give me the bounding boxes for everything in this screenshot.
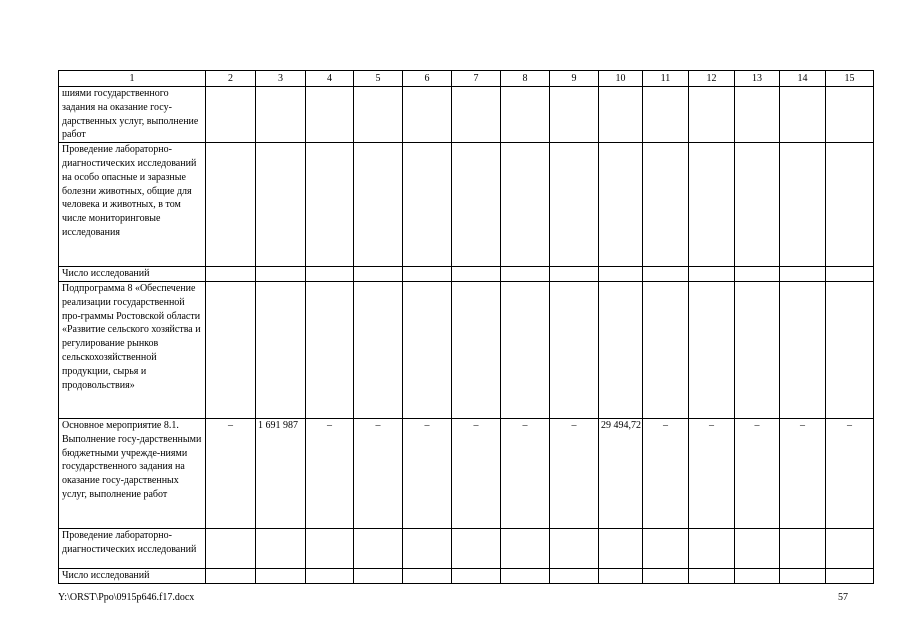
table-row (59, 418, 874, 528)
cell-col-7 (452, 87, 501, 143)
cell-col-2: – (206, 418, 256, 528)
cell-col-6 (403, 87, 452, 143)
cell-col-2 (206, 568, 256, 583)
column-header-11: 11 (643, 71, 689, 87)
cell-col-15 (826, 281, 874, 418)
cell-col-8 (501, 281, 550, 418)
cell-col-3 (256, 281, 306, 418)
cell-col-11 (643, 87, 689, 143)
cell-col-12 (689, 568, 735, 583)
cell-col-13 (735, 87, 780, 143)
cell-col-5 (354, 568, 403, 583)
cell-col-6 (403, 568, 452, 583)
cell-col-5 (354, 281, 403, 418)
table-body (59, 71, 874, 584)
table-row (59, 87, 874, 143)
cell-col-9 (550, 143, 599, 267)
cell-col-4 (306, 568, 354, 583)
cell-col-13 (735, 281, 780, 418)
cell-col-3 (256, 528, 306, 568)
cell-col-9 (550, 568, 599, 583)
cell-col-12 (689, 87, 735, 143)
cell-col-14 (780, 267, 826, 282)
cell-col-6 (403, 281, 452, 418)
cell-col-8 (501, 87, 550, 143)
cell-col-4 (306, 143, 354, 267)
cell-col-13 (735, 143, 780, 267)
row-label: Число исследований (59, 267, 206, 282)
cell-col-2 (206, 87, 256, 143)
column-header-13: 13 (735, 71, 780, 87)
cell-col-15 (826, 568, 874, 583)
column-header-8: 8 (501, 71, 550, 87)
row-label: Проведение лабораторно-диагностических исследований (59, 528, 206, 568)
cell-col-12 (689, 143, 735, 267)
cell-col-8 (501, 267, 550, 282)
column-header-7: 7 (452, 71, 501, 87)
cell-col-15 (826, 267, 874, 282)
cell-col-13 (735, 267, 780, 282)
cell-col-13: – (735, 418, 780, 528)
cell-col-11 (643, 281, 689, 418)
table-row (59, 281, 874, 418)
cell-col-13 (735, 568, 780, 583)
cell-col-8: – (501, 418, 550, 528)
cell-col-4 (306, 281, 354, 418)
cell-col-11 (643, 528, 689, 568)
column-header-14: 14 (780, 71, 826, 87)
column-header-3: 3 (256, 71, 306, 87)
cell-col-7 (452, 568, 501, 583)
row-label: Подпрограмма 8 «Обеспечение реализации государственной про-граммы Ростовской области «Развитие сельского хозяйства и регулирование рынков сельскохозяйственной продукции, сырья и продовольствия» (59, 281, 206, 418)
cell-col-12 (689, 528, 735, 568)
cell-col-3 (256, 143, 306, 267)
cell-col-10 (599, 568, 643, 583)
cell-col-10 (599, 87, 643, 143)
cell-col-4 (306, 528, 354, 568)
row-label: Основное мероприятие 8.1. Выполнение госу-дарственными бюджетными учрежде-ниями государственного задания на оказание госу-дарственных услуг, выполнение работ (59, 418, 206, 528)
column-header-2: 2 (206, 71, 256, 87)
cell-col-2 (206, 267, 256, 282)
cell-col-12 (689, 281, 735, 418)
cell-col-10 (599, 528, 643, 568)
cell-col-7 (452, 528, 501, 568)
row-label: Число исследований (59, 568, 206, 583)
cell-col-2 (206, 281, 256, 418)
cell-col-14 (780, 281, 826, 418)
row-label: Проведение лабораторно-диагностических исследований на особо опасные и заразные болезни животных, общие для человека и животных, в том числе мониторинговые исследования (59, 143, 206, 267)
cell-col-7 (452, 143, 501, 267)
cell-col-15 (826, 143, 874, 267)
cell-col-5: – (354, 418, 403, 528)
cell-col-14: – (780, 418, 826, 528)
table-row (59, 568, 874, 583)
table-row (59, 143, 874, 267)
cell-col-9 (550, 267, 599, 282)
cell-col-15 (826, 528, 874, 568)
cell-col-6 (403, 143, 452, 267)
table-row (59, 267, 874, 282)
cell-col-10 (599, 143, 643, 267)
column-header-5: 5 (354, 71, 403, 87)
cell-col-3 (256, 87, 306, 143)
cell-col-4 (306, 267, 354, 282)
cell-col-6 (403, 267, 452, 282)
column-header-4: 4 (306, 71, 354, 87)
cell-col-14 (780, 528, 826, 568)
cell-col-9: – (550, 418, 599, 528)
cell-col-4: – (306, 418, 354, 528)
cell-col-15 (826, 87, 874, 143)
data-table (58, 70, 874, 584)
cell-col-11 (643, 568, 689, 583)
cell-col-9 (550, 528, 599, 568)
cell-col-8 (501, 568, 550, 583)
table-row (59, 528, 874, 568)
column-header-15: 15 (826, 71, 874, 87)
cell-col-14 (780, 568, 826, 583)
cell-col-5 (354, 143, 403, 267)
column-header-6: 6 (403, 71, 452, 87)
cell-col-10 (599, 281, 643, 418)
cell-col-2 (206, 143, 256, 267)
cell-col-12 (689, 267, 735, 282)
cell-col-3 (256, 267, 306, 282)
cell-col-9 (550, 281, 599, 418)
cell-col-13 (735, 528, 780, 568)
cell-col-10 (599, 267, 643, 282)
header-row (59, 71, 874, 87)
column-header-1: 1 (59, 71, 206, 87)
cell-col-15: – (826, 418, 874, 528)
cell-col-11 (643, 143, 689, 267)
footer-file-path: Y:\ORST\Ppo\0915p646.f17.docx (58, 592, 195, 603)
column-header-12: 12 (689, 71, 735, 87)
cell-col-2 (206, 528, 256, 568)
cell-col-5 (354, 87, 403, 143)
cell-col-3 (256, 568, 306, 583)
row-label: шиями государственного задания на оказание госу-дарственных услуг, выполнение работ (59, 87, 206, 143)
cell-col-12: – (689, 418, 735, 528)
cell-col-8 (501, 143, 550, 267)
cell-col-11 (643, 267, 689, 282)
cell-col-8 (501, 528, 550, 568)
cell-col-14 (780, 87, 826, 143)
column-header-10: 10 (599, 71, 643, 87)
cell-col-5 (354, 528, 403, 568)
footer-page-number: 57 (838, 592, 848, 603)
cell-col-7 (452, 267, 501, 282)
cell-col-10: 29 494,72 (599, 418, 643, 528)
cell-col-14 (780, 143, 826, 267)
cell-col-7 (452, 281, 501, 418)
cell-col-7: – (452, 418, 501, 528)
cell-col-5 (354, 267, 403, 282)
cell-col-4 (306, 87, 354, 143)
cell-col-11: – (643, 418, 689, 528)
cell-col-6 (403, 528, 452, 568)
column-header-9: 9 (550, 71, 599, 87)
cell-col-6: – (403, 418, 452, 528)
cell-col-3: 1 691 987 (256, 418, 306, 528)
cell-col-9 (550, 87, 599, 143)
